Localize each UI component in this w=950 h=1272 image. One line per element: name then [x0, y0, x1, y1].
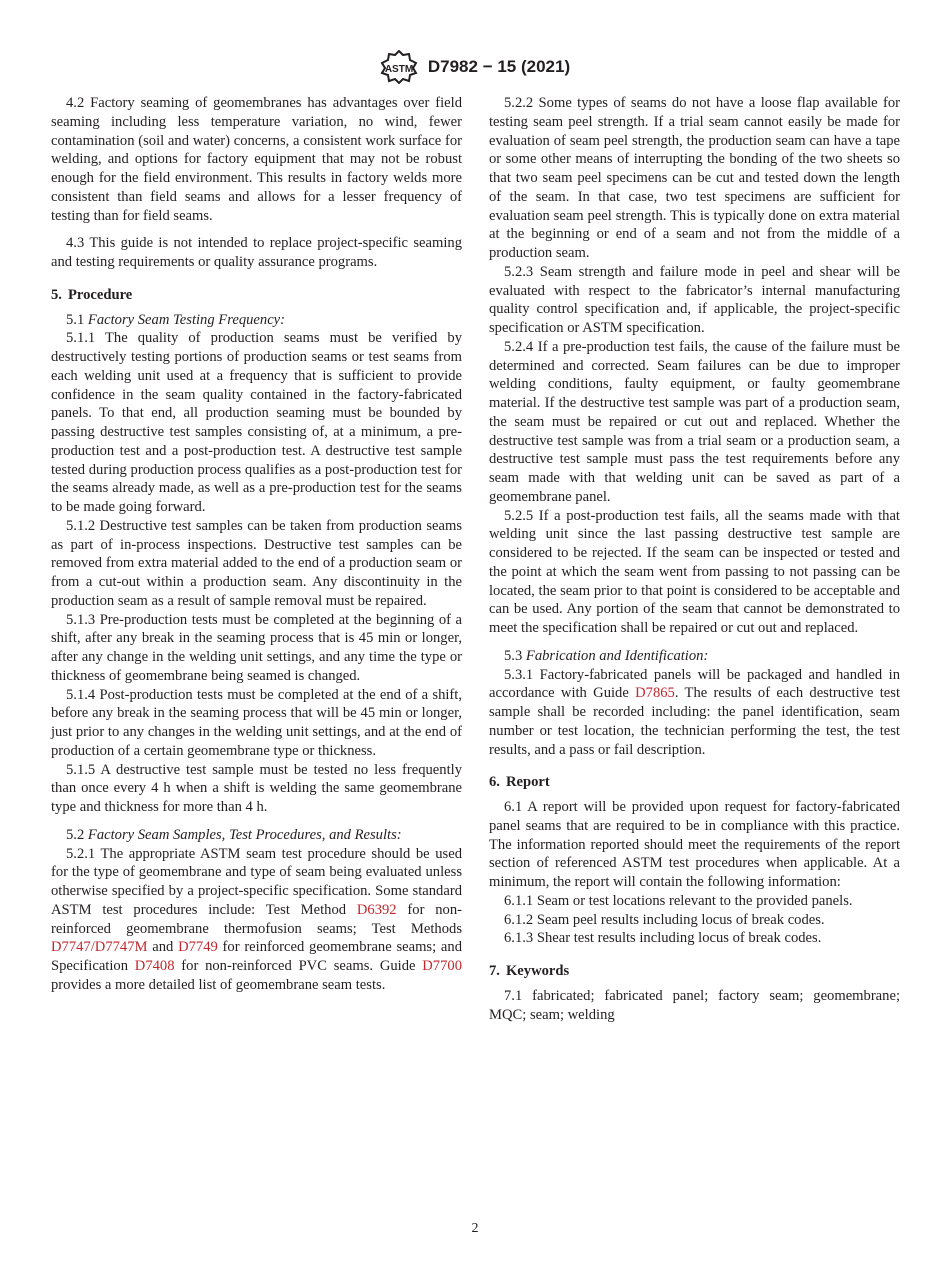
- paragraph-5-1-title: Factory Seam Testing Frequency:: [87, 311, 286, 328]
- paragraph-5-2-1-text: for non-reinforced PVC seams. Guide: [174, 958, 423, 974]
- astm-logo-text: ASTM: [384, 64, 414, 75]
- section-5-title: Procedure: [67, 286, 133, 303]
- paragraph-6-1: 6.1 A report will be provided upon request for factory-fabricated panel seams that are required to be in compliance with this practice. The information reported should meet the requirements of the report section of referenced ASTM test procedures when applicable. At a minimum, the report will contain the following information:: [489, 799, 900, 890]
- paragraph-4-3: 4.3 This guide is not intended to replace project-specific seaming and testing requirements or quality assurance programs.: [51, 235, 462, 270]
- section-6-heading: [489, 773, 900, 792]
- paragraph-6-1-2: 6.1.2 Seam peel results including locus of break codes.: [504, 911, 825, 928]
- paragraph-5-2-1: [51, 845, 462, 995]
- reference-link-d7747[interactable]: D7747/D7747M: [51, 939, 148, 956]
- paragraph-5-2-1-text: for reinforced geomembrane seams; and Specification: [51, 939, 462, 974]
- paragraph-5-2-5: 5.2.5 If a post-production test fails, all the seams made with that welding unit since the last passing destructive test sample are considered to be rejected. If the seam can be inspected or tested and the point at which the seam went from passing to not passing can be located, the seam prior to that point is considered to be acceptable and can be used. Any portion of the seam that cannot be demonstrated to meet the specification shall be repaired or cut out and replaced.: [489, 507, 900, 636]
- right-column: [489, 94, 900, 1024]
- paragraph-4-2: 4.2 Factory seaming of geomembranes has advantages over field seaming including less temperature variation, no wind, fewer contamination (soil and water) concerns, a consistent work surface for welding, and options for factory equipment that may not be robust enough for the field environment. This results in factory welds more consistent than field seams and allows for a lesser frequency of testing than for field seams.: [51, 95, 462, 224]
- section-7-title: Keywords: [505, 963, 570, 979]
- paragraph-5-1-2: 5.1.2 Destructive test samples can be taken from production seams as part of in-process inspections. Destructive test samples can be removed from extra material added to the end of a production seam or from a cut-out within a production seam. Any discontinuity in the production seam as a result of sample removal must be repaired.: [51, 517, 462, 609]
- paragraph-5-3: [489, 647, 900, 666]
- paragraph-5-1-4: 5.1.4 Post-production tests must be completed at the end of a shift, before any break in the seaming process that will be 45 min or longer, just prior to any changes in the welding unit settings, and at the end of production of a certain geomembrane type or thickness.: [51, 686, 462, 759]
- paragraph-5-3-number: 5.3: [504, 647, 523, 664]
- section-7-number: 7.: [489, 963, 500, 979]
- paragraph-5-1-number: 5.1: [66, 311, 85, 328]
- paragraph-5-1-3: 5.1.3 Pre-production tests must be completed at the beginning of a shift, after any break in the seaming process that is 45 min or longer, after any change in the welding unit settings, and any time the type or thickness of geomembrane being seamed is changed.: [51, 611, 462, 684]
- astm-logo-icon: [380, 50, 418, 84]
- section-5-heading: [51, 286, 462, 305]
- left-column: [51, 94, 462, 995]
- section-6-number: 6.: [489, 774, 500, 791]
- paragraph-5-2-3: 5.2.3 Seam strength and failure mode in peel and shear will be evaluated with respect to the fabricator’s internal manufacturing quality control specification and, if applicable, the project-specific specification or ASTM specification.: [489, 263, 900, 336]
- paragraph-6-1-1: 6.1.1 Seam or test locations relevant to the provided panels.: [504, 892, 853, 909]
- paragraph-5-3-1-text: . The results of each destructive test sample shall be recorded including: the panel identification, seam number or test location, the technician performing the test, the test results, and a pass or fail description.: [489, 685, 900, 758]
- paragraph-5-1-5: 5.1.5 A destructive test sample must be tested no less frequently than once every 4 h when a shift is welding the same geomembrane type and thickness for more than 4 h.: [51, 761, 462, 815]
- paragraph-5-2: [51, 826, 462, 845]
- reference-link-d7700[interactable]: D7700: [422, 958, 462, 974]
- paragraph-5-3-1: [489, 666, 900, 760]
- paragraph-5-1-1: 5.1.1 The quality of production seams must be verified by destructively testing portions of production seams or test seams from each welding unit used at a frequency that is sufficient to provide confidence in the seam quality contained in the factory-fabricated panels. To that end, all production seaming must be bounded by passing destructive test samples consisting of, at a minimum, a pre-production test and a post-production test. A destructive test sample tested during production process qualifies as a post-production test for the seams already made, as well as a pre-production test for the seams to be made going forward.: [51, 330, 462, 515]
- paragraph-5-3-1-text: 5.3.1 Factory-fabricated panels will be packaged and handled in accordance with Guide: [489, 666, 900, 702]
- section-7-heading: [489, 962, 900, 981]
- paragraph-7-1: 7.1 fabricated; fabricated panel; factory seam; geomembrane; MQC; seam; welding: [489, 987, 900, 1023]
- paragraph-5-2-1-text: 5.2.1 The appropriate ASTM seam test procedure should be used for the type of geomembrane and type of seam being evaluated unless otherwise specified by a project-specific specification. Some standard ASTM test procedures include: Test Method: [51, 845, 462, 918]
- paragraph-6-1-3: 6.1.3 Shear test results including locus of break codes.: [504, 930, 822, 947]
- page-header: [0, 50, 950, 84]
- page-number: 2: [471, 1221, 479, 1236]
- paragraph-5-2-2: 5.2.2 Some types of seams do not have a loose flap available for testing seam peel strength. If a trial seam cannot easily be made for evaluation of seam peel strength, the production seam can have a tape or some other means of interrupting the bonding of the two sheets so that two seam peel specimens can be cut and tested down the length of the seam. In that case, two test specimens are sufficient for evaluation seam peel strength. This is typically done on extra material at the beginning or end of a seam and not from the middle of a production seam.: [489, 95, 900, 261]
- paragraph-5-2-title: Factory Seam Samples, Test Procedures, and Results:: [87, 826, 402, 843]
- paragraph-5-2-1-text: provides a more detailed list of geomembrane seam tests.: [51, 976, 386, 993]
- paragraph-5-2-4: 5.2.4 If a pre-production test fails, the cause of the failure must be determined and corrected. Seam failures can be due to improper welding conditions, faulty equipment, or faulty geomembrane material. If the destructive test sample was part of a production seam, the seam must be repaired or cut out and replaced. Whether the destructive test sample was from a trial seam or a production seam, a destructive test sample must pass the test requirements before any seam made with that welding unit can be saved as part of a geomembrane panel.: [489, 338, 900, 505]
- paragraph-5-3-title: Fabrication and Identification:: [525, 647, 709, 664]
- section-5-number: 5.: [51, 286, 62, 303]
- section-6-title: Report: [505, 774, 550, 791]
- paragraph-5-2-number: 5.2: [66, 826, 85, 843]
- reference-link-d7865[interactable]: D7865: [635, 685, 675, 702]
- standard-designation: D7982 − 15 (2021): [427, 57, 571, 76]
- reference-link-d6392[interactable]: D6392: [356, 901, 397, 918]
- paragraph-5-2-1-text: and: [147, 939, 179, 956]
- paragraph-5-1: [51, 311, 462, 330]
- reference-link-d7749[interactable]: D7749: [178, 939, 218, 956]
- paragraph-5-2-1-text: for non-reinforced geomembrane thermofusion seams; Test Methods: [51, 901, 462, 937]
- reference-link-d7408[interactable]: D7408: [134, 958, 175, 974]
